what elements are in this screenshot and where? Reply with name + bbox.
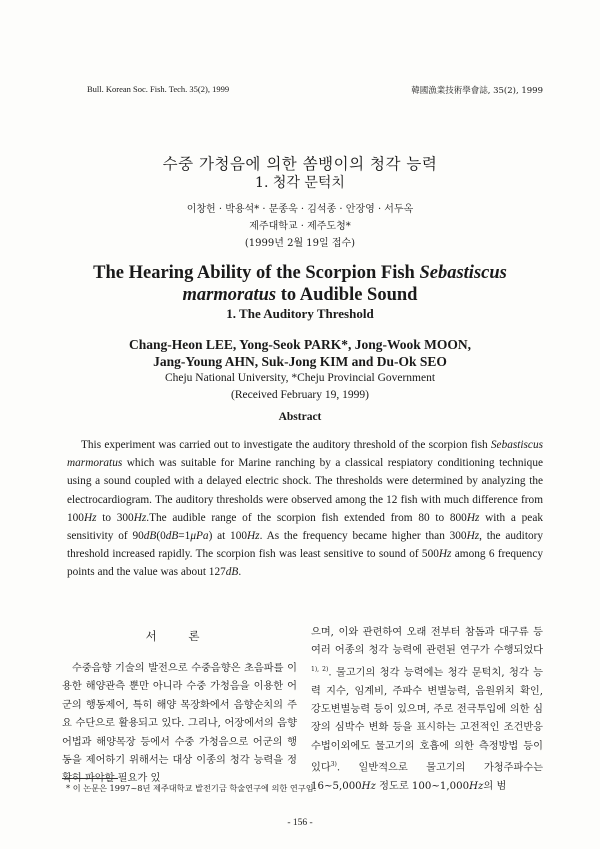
species-genus: Sebastiscus (419, 263, 507, 283)
section-heading-intro: 서 론 (145, 629, 214, 643)
page-number: - 156 - (287, 818, 313, 828)
english-authors-line1: Chang-Heon LEE, Yong-Seok PARK*, Jong-Wook MOON, (128, 337, 472, 352)
journal-citation-en: Bull. Korean Soc. Fish. Tech. 35(2), 1999 (87, 84, 230, 94)
abstract-paragraph: This experiment was carried out to investigate the auditory threshold of the scorpion fish Sebastiscus marmoratus which was suitable for Marine ranching by a classical respiatory conditioning technique using a sound coupled with a delayed electric shock. The thresholds were determined by analyzing the electrocardiogram. The auditory thresholds were observed among the 12 fish with much difference from 100Hz to 300Hz.The audible range of the scorpion fish extended from 80 to 800Hz with a peak sensitivity of 90dB(0dB=1μPa) at 100Hz. As the frequency became higher than 300Hz, the auditory threshold increased rapidly. The scorpion fish was least sensitive to sound of 500Hz among 6 frequency points and the value was about 127dB. (67, 439, 544, 579)
english-authors-line2: Jang-Young AHN, Suk-Jong KIM and Du-Ok SEO (153, 354, 447, 369)
intro-right-text: 으며, 이와 관련하여 오래 전부터 참돔과 대구류 등 여러 어종의 청각 능력에 관련된 연구가 수행되었다$^{1), 2)}$. 물고기의 청각 능력에는 청각 문턱치, 청각 능력 지수, 임계비, 주파수 변별능력, 음원위치 확인, 강도변별능력 등이 있으며, 주로 전극투입에 의한 심장의 심박수 변화 등을 표시하는 고전적인 조건반응 수법이외에도 물고기의 호흡에 의한 측정방법 등이 있다$^{3)}$. 일반적으로 물고기의 가청주파수는 16~5,000Hz 정도로 100~1,000Hz의 범 (311, 627, 543, 793)
english-title-text-2: to Audible Sound (276, 285, 418, 305)
english-received-date: (Received February 19, 1999) (231, 389, 369, 401)
intro-left-text: 수중음향 기술의 발전으로 수중음향은 초음파를 이용한 해양관측 뿐만 아니라 수중 가청음을 이용한 어군의 행동제어, 특히 해양 목장화에서 음향순치의 주요 수단으로 활용되고 있다. 그리나, 어장에서의 음향어법과 해양목장 등에서 수중 가청음으로 어군의 행동을 제어하기 위해서는 대상 이종의 청각 능력을 정확히 파악할 필요가 있 (62, 663, 297, 785)
intro-left-column (62, 624, 297, 789)
species-epithet: marmoratus (182, 285, 277, 305)
abstract-heading: Abstract (278, 411, 322, 423)
footnote-divider (62, 778, 118, 779)
intro-right-column (311, 624, 543, 796)
korean-subtitle: 1. 청각 문턱치 (255, 175, 345, 191)
english-title-line1 (0, 263, 600, 284)
english-title-line2 (0, 285, 600, 306)
english-subtitle: 1. The Auditory Threshold (226, 306, 374, 321)
footnote: * 이 논문은 1997~8년 제주대학교 발전기금 학술연구에 의한 연구임. (66, 783, 317, 793)
korean-authors: 이창헌 · 박용석* · 문종욱 · 김석종 · 안장영 · 서두옥 (186, 204, 414, 215)
english-title-text: The Hearing Ability of the Scorpion Fish (93, 263, 420, 283)
abstract-body (67, 436, 543, 582)
korean-affiliation: 제주대학교 · 제주도청* (249, 221, 351, 232)
korean-title: 수중 가청음에 의한 쏨뱅이의 청각 능력 (162, 155, 438, 173)
citation-ref: 1), 2) (311, 665, 329, 673)
journal-citation-ko: 韓國漁業技術學會誌, 35(2), 1999 (411, 86, 543, 96)
korean-received-date: (1999년 2월 19일 접수) (244, 238, 356, 249)
english-affiliation: Cheju National University, *Cheju Provincial Government (164, 372, 436, 384)
citation-ref: 3) (330, 761, 337, 769)
